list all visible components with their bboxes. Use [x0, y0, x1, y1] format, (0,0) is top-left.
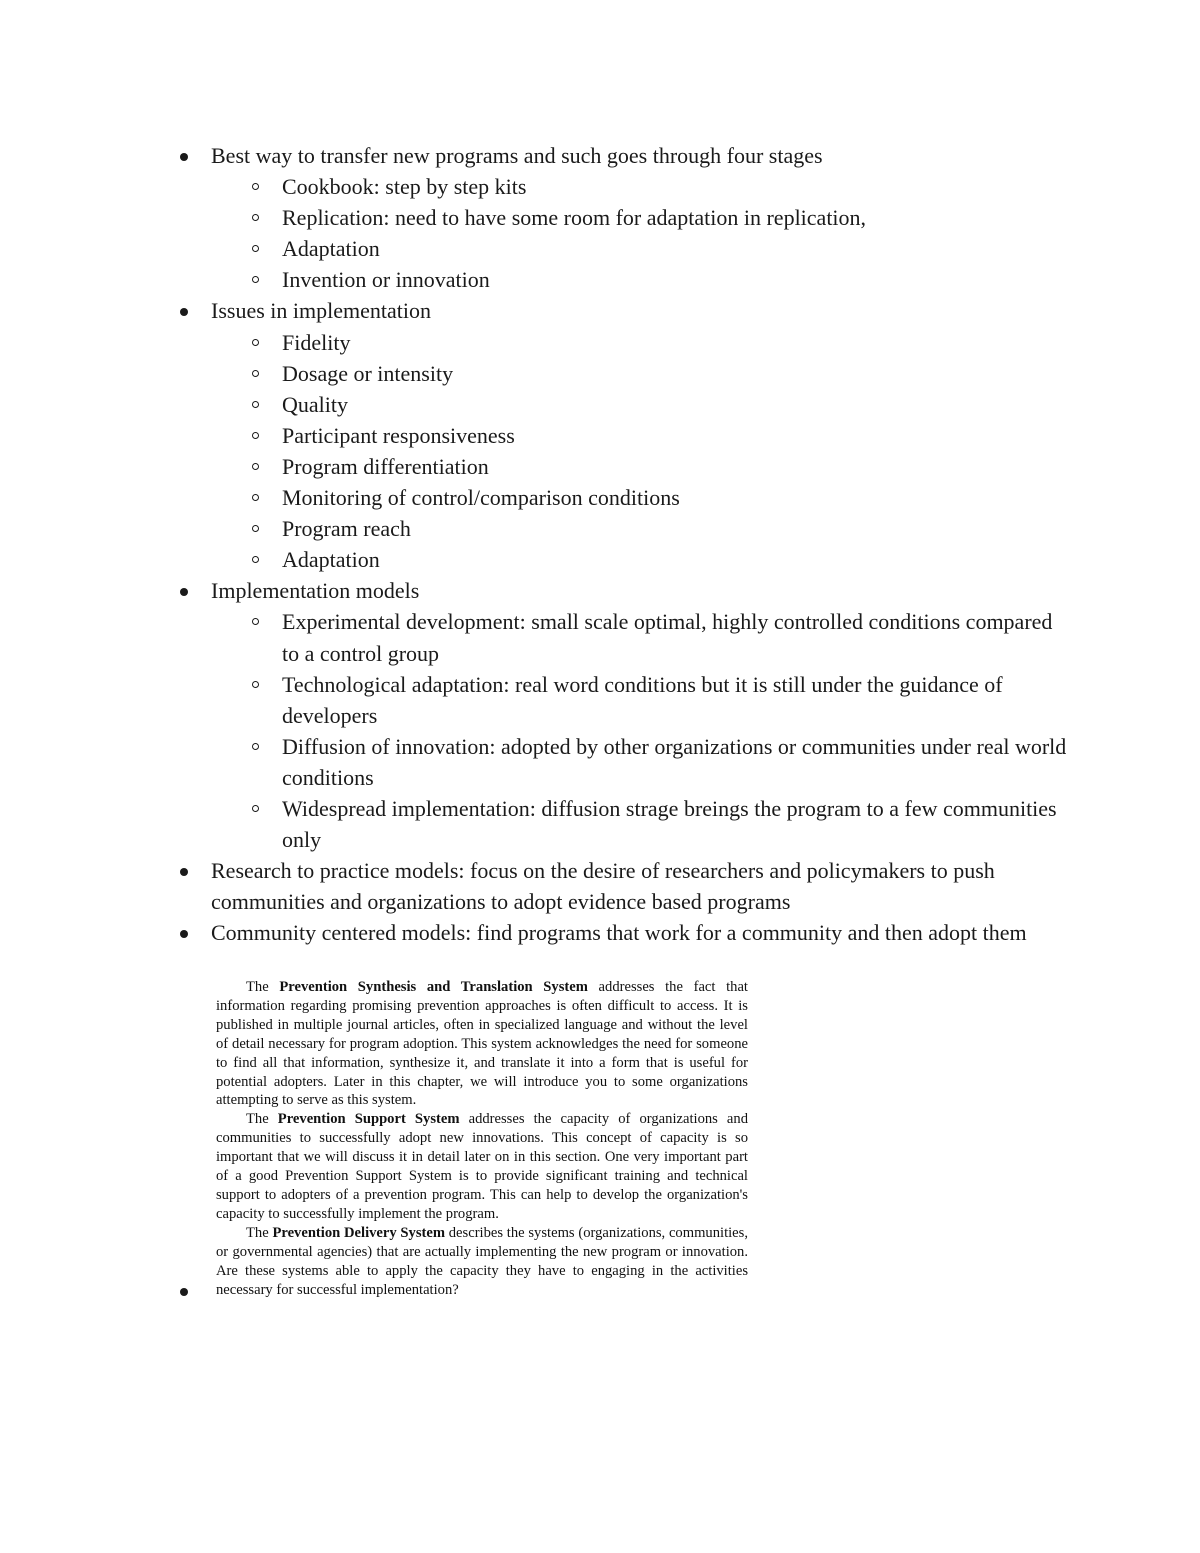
sub-list-item-text: Dosage or intensity [282, 360, 454, 386]
sub-list-item [174, 358, 1074, 389]
hollow-bullet-icon [252, 556, 259, 563]
list-item-text: Implementation models [211, 578, 420, 604]
sub-list-item [174, 327, 1074, 358]
bullet-icon [180, 153, 188, 161]
sub-list-item-text: Diffusion of innovation: adopted by other organizations or communities under real world conditions [282, 733, 1067, 790]
hollow-bullet-icon [252, 432, 259, 439]
book-excerpt-image [216, 978, 748, 1299]
excerpt-paragraph [216, 978, 748, 1110]
sub-list-item-text: Experimental development: small scale optimal, highly controlled conditions compared to a control group [282, 609, 1053, 666]
sub-list-item-text: Replication: need to have some room for adaptation in replication, [282, 205, 867, 231]
hollow-bullet-icon [252, 339, 259, 346]
sub-list-item [174, 544, 1074, 575]
hollow-bullet-icon [252, 525, 259, 532]
excerpt-term: Prevention Delivery System [272, 1224, 446, 1241]
hollow-bullet-icon [252, 370, 259, 377]
hollow-bullet-icon [252, 681, 259, 688]
list-item-text: Community centered models: find programs that work for a community and then adopt them [211, 920, 1027, 946]
sub-list-item-text: Widespread implementation: diffusion strage breings the program to a few communities only [282, 795, 1057, 853]
hollow-bullet-icon [252, 494, 259, 501]
list-item-text: Best way to transfer new programs and such goes through four stages [211, 143, 823, 168]
list-item [174, 917, 1074, 948]
sub-list-item [174, 451, 1074, 482]
sub-list-item [174, 731, 1074, 793]
sub-list-item-text: Cookbook: step by step kits [282, 174, 527, 200]
hollow-bullet-icon [252, 276, 259, 283]
excerpt-lead: The [246, 1224, 273, 1241]
hollow-bullet-icon [252, 401, 259, 408]
sub-list-item-text: Program reach [282, 516, 411, 542]
list-item [174, 295, 1074, 575]
sub-list-item [174, 482, 1074, 513]
excerpt-paragraph [216, 1224, 748, 1300]
list-item [174, 855, 1074, 917]
bullet-icon [180, 588, 188, 596]
sub-list-item-text: Participant responsiveness [282, 422, 515, 448]
sub-list [211, 171, 1074, 295]
sub-list-item-text: Fidelity [282, 329, 351, 355]
sub-list-item-text: Adaptation [282, 236, 380, 262]
hollow-bullet-icon [252, 214, 259, 221]
bullet-icon [180, 308, 188, 316]
empty-bullet-icon [180, 1288, 188, 1296]
list-item [174, 575, 1074, 855]
sub-list-item-text: Quality [282, 391, 348, 417]
excerpt-term: Prevention Support System [277, 1111, 460, 1128]
excerpt-body: addresses the capacity of organizations and communities to successfully adopt new innovations. This concept of capacity is so important that we will discuss it in detail later on in this section. One very important part of a good Prevention Support System is to provide significant training and technical support to adopters of a prevention program. This can help to develop the organization's capacity to successfully implement the program. [216, 1111, 749, 1222]
sub-list-item [174, 264, 1074, 295]
sub-list-item [174, 389, 1074, 420]
list-item [174, 140, 1074, 295]
hollow-bullet-icon [252, 618, 259, 625]
excerpt-body: describes the systems (organizations, communities, or governmental agencies) that are actually implementing the new program or innovation. Are these systems able to apply the capacity they have to engaging in the activities necessary for successful implementation? [216, 1224, 748, 1298]
hollow-bullet-icon [252, 743, 259, 750]
sub-list-item-text: Program differentiation [282, 453, 489, 479]
hollow-bullet-icon [252, 463, 259, 470]
sub-list-item [174, 202, 1074, 233]
sub-list-item-text: Adaptation [282, 547, 380, 573]
hollow-bullet-icon [252, 805, 259, 812]
sub-list [211, 327, 1074, 576]
list-item-text: Issues in implementation [211, 298, 431, 324]
excerpt-lead: The [246, 1111, 278, 1128]
sub-list [211, 606, 1074, 855]
sub-list-item-text: Invention or innovation [282, 267, 490, 293]
excerpt-term: Prevention Synthesis and Translation System [279, 979, 588, 995]
bullet-icon [180, 868, 188, 876]
sub-list-item [174, 233, 1074, 264]
sub-list-item-text: Monitoring of control/comparison conditions [282, 485, 680, 511]
hollow-bullet-icon [252, 183, 259, 190]
excerpt-lead: The [246, 979, 280, 995]
sub-list-item [174, 606, 1074, 668]
list-item-text: Research to practice models: focus on the desire of researchers and policymakers to push communities and organizations to adopt evidence based programs [211, 858, 995, 915]
hollow-bullet-icon [252, 245, 259, 252]
sub-list-item [174, 420, 1074, 451]
notes-list [174, 140, 1074, 948]
sub-list-item [174, 513, 1074, 544]
excerpt-body: addresses the fact that information regarding promising prevention approaches is often difficult to access. It is published in multiple journal articles, often in specialized language and without the level of detail necessary for program adoption. This system acknowledges the need for someone to find all that information, synthesize it, and translate it into a form that is useful for potential adopters. Later in this chapter, we will introduce you to some organizations attempting to serve as this system. [216, 979, 748, 1109]
sub-list-item [174, 793, 1074, 855]
excerpt-paragraph [216, 1110, 748, 1223]
sub-list-item [174, 669, 1074, 731]
sub-list-item-text: Technological adaptation: real word conditions but it is still under the guidance of developers [282, 671, 1003, 728]
sub-list-item [174, 171, 1074, 202]
bullet-icon [180, 930, 188, 938]
